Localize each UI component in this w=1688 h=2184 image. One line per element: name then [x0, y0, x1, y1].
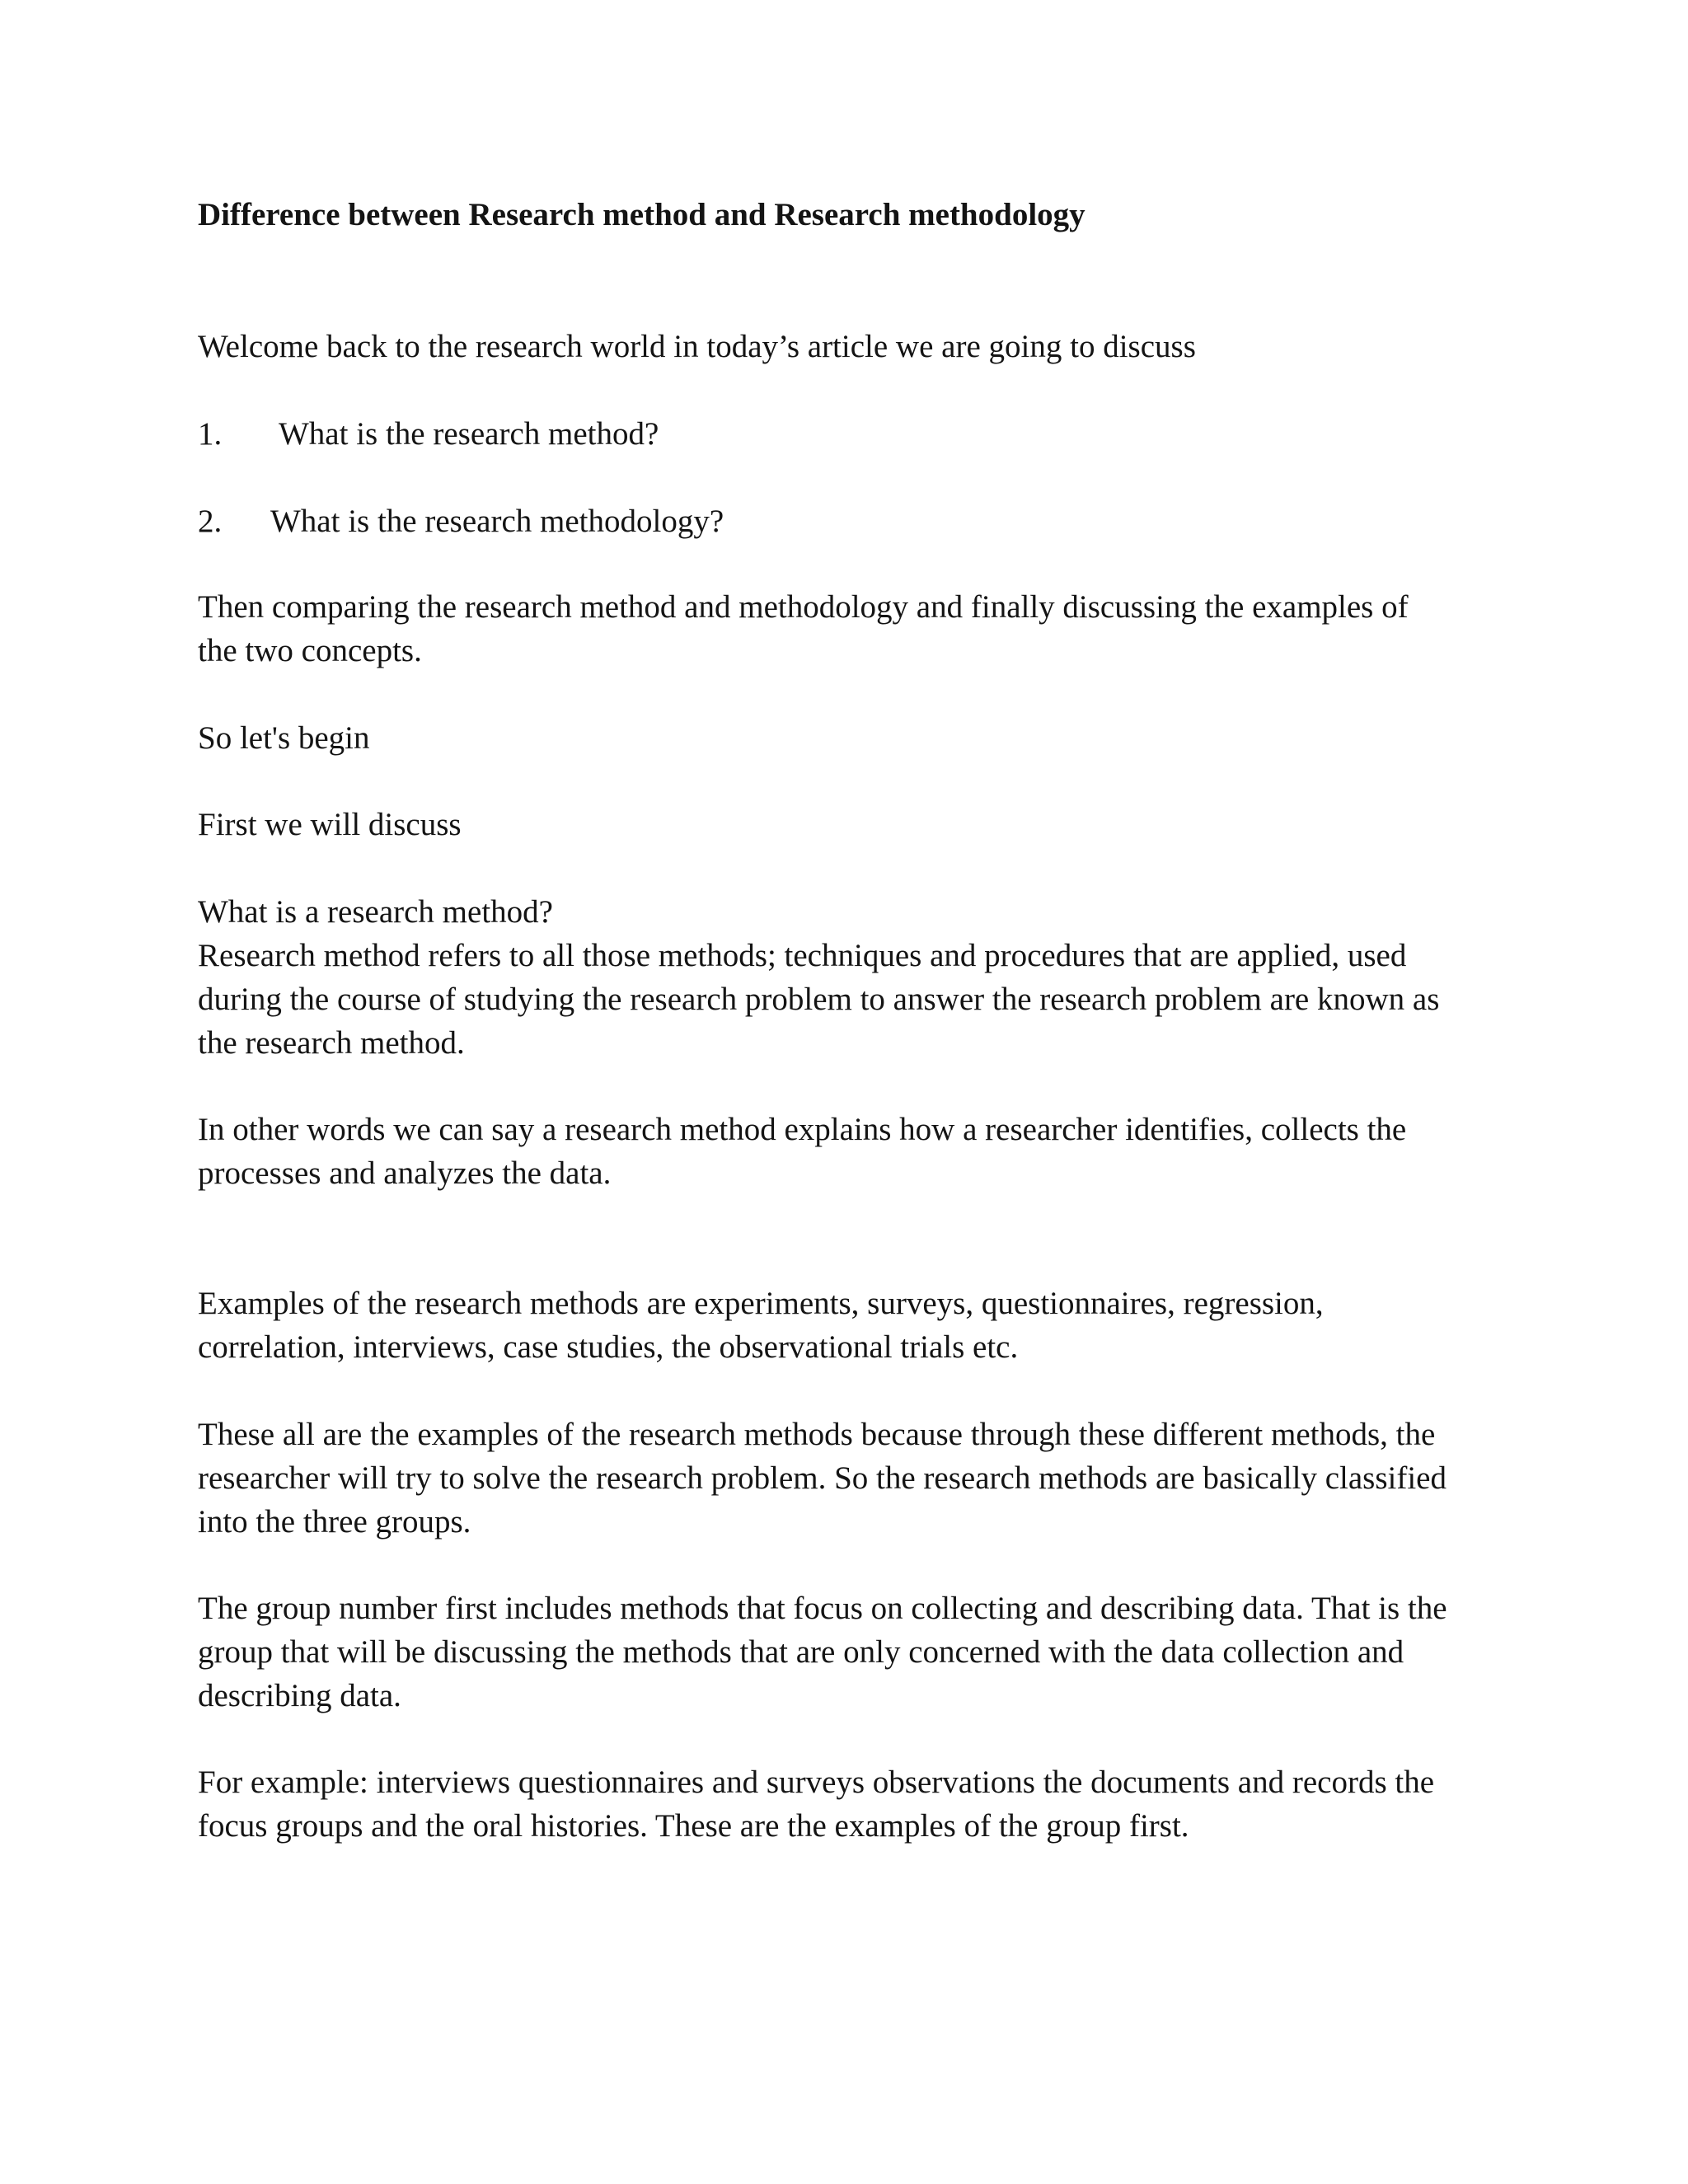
paragraph-line: focus groups and the oral histories. These are the examples of the group first. — [198, 1808, 1189, 1844]
first-line: First we will discuss — [198, 807, 462, 842]
paragraph-line: For example: interviews questionnaires and surveys observations the documents and records the — [198, 1765, 1435, 1800]
paragraph-line: researcher will try to solve the research problem. So the research methods are basically classified — [198, 1460, 1447, 1496]
list-item-text: What is the research methodology? — [270, 504, 724, 539]
paragraph-line: Research method refers to all those methods; techniques and procedures that are applied, used — [198, 938, 1407, 973]
paragraph-line: correlation, interviews, case studies, the observational trials etc. — [198, 1329, 1019, 1365]
list-item-number: 2. — [198, 504, 223, 539]
paragraph-line: processes and analyzes the data. — [198, 1155, 612, 1191]
begin-line: So let's begin — [198, 720, 370, 756]
intro-paragraph: Welcome back to the research world in today’s article we are going to discuss — [198, 329, 1196, 364]
section-heading: What is a research method? — [198, 894, 553, 930]
paragraph-line: Then comparing the research method and methodology and finally discussing the examples of — [198, 589, 1409, 625]
paragraph-line: during the course of studying the research problem to answer the research problem are known as — [198, 982, 1440, 1017]
paragraph-line: the research method. — [198, 1025, 465, 1061]
list-item-number: 1. — [198, 416, 223, 452]
document-title: Difference between Research method and Research methodology — [198, 197, 1085, 232]
paragraph-line: In other words we can say a research method explains how a researcher identifies, collects the — [198, 1112, 1407, 1147]
list-item-text: What is the research method? — [279, 416, 659, 452]
paragraph-line: These all are the examples of the research methods because through these different methods, the — [198, 1417, 1436, 1452]
paragraph-line: the two concepts. — [198, 633, 422, 668]
paragraph-line: into the three groups. — [198, 1504, 471, 1540]
paragraph-line: group that will be discussing the methods that are only concerned with the data collection and — [198, 1634, 1404, 1670]
paragraph-line: Examples of the research methods are experiments, surveys, questionnaires, regression, — [198, 1286, 1324, 1321]
paragraph-line: The group number first includes methods that focus on collecting and describing data. That is the — [198, 1591, 1447, 1626]
paragraph-line: describing data. — [198, 1678, 401, 1713]
